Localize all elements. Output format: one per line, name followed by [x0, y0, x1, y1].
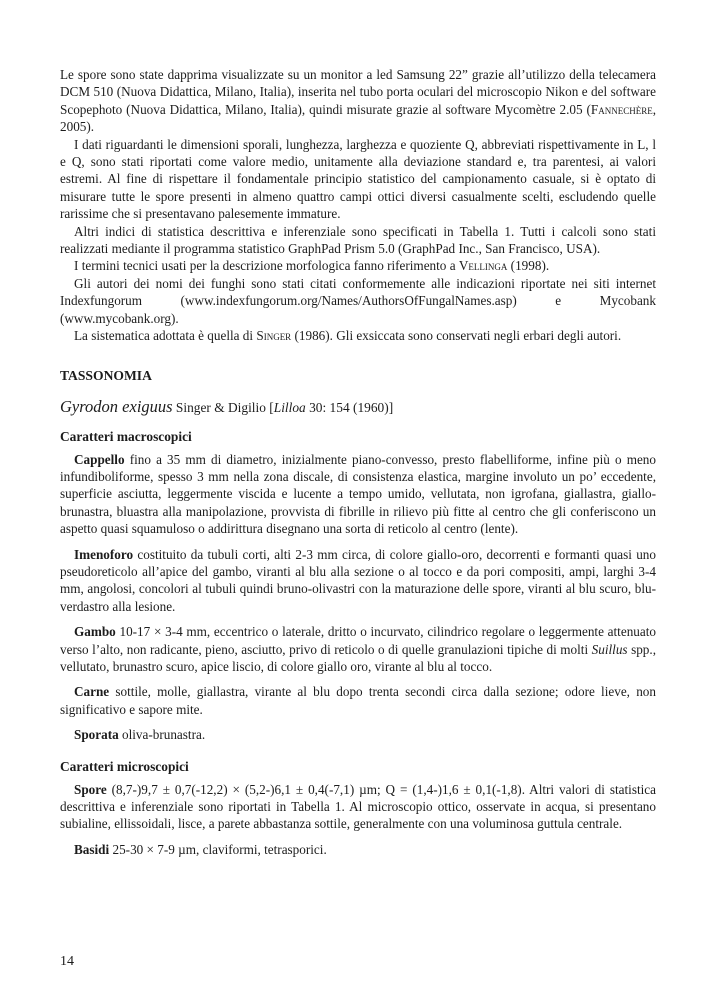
genus-suillus: Suillus — [591, 641, 628, 657]
term-carne: Carne — [74, 684, 110, 700]
methods-paragraph-6: La sistematica adottata è quella di Singer (1986). Gli exsiccata sono conservati negli erbari degli autori. — [74, 328, 622, 344]
methods-paragraph-3: Altri indici di statistica descrittiva e inferenziale sono specificati in Tabella 1. Tutti i calcoli sono stati realizzati mediante il programma statistico GraphPad Prism 5.0 (GraphPad Inc., San Francisco, USA). — [60, 223, 656, 257]
description-sporata: Sporata oliva-brunastra. — [74, 727, 206, 743]
species-ref-journal: Lilloa — [273, 399, 306, 415]
methods-paragraph-1: Le spore sono state dapprima visualizzate su un monitor a led Samsung 22” grazie all’utilizzo della telecamera DCM 510 (Nuova Didattica, Milano, Italia), inserita nel tubo porta oculari del microscopio Nikon e del software Scopephoto (Nuova Didattica, Milano, Italia), quindi misurate grazie al software Mycomètre 2.05 (Fannechère, 2005). — [60, 67, 656, 135]
term-basidi: Basidi — [74, 841, 110, 857]
term-cappello: Cappello — [74, 451, 125, 467]
methods-paragraph-2: I dati riguardanti le dimensioni sporali, lunghezza, larghezza e quoziente Q, abbreviati rispettivamente in L, l e Q, sono stati riportati come valore medio, unitamente alla deviazione standard e, tra parentesi, ai valori estremi. Al fine di rispettare il fondamentale principio statistico del campionamento casuale, si è optato di misurare tutte le spore presenti in almeno quattro campi ottici diversi casualmente scelti, escludendo quelle rarissime che si presentavano palesemente immature. — [60, 136, 656, 222]
species-ref: 30: 154 (1960)] — [305, 399, 394, 415]
subheading-macroscopic: Caratteri macroscopici — [60, 428, 192, 444]
term-gambo: Gambo — [74, 624, 116, 640]
description-spore: Spore (8,7-)9,7 ± 0,7(-12,2) × (5,2-)6,1 ± 0,4(-7,1) µm; Q = (1,4-)1,6 ± 0,1(-1,8). Altri valori di statistica descrittiva e inferenziale sono riportati in Tabella 1. Al microscopio ottico, osservate in acqua, si presentano subialine, ellissoidali, lisce, a parete abbastanza sottile, generalmente con una voluminosa guttula centrale. — [60, 781, 656, 832]
description-basidi: Basidi 25-30 × 7-9 µm, claviformi, tetrasporici. — [74, 841, 327, 857]
description-gambo: Gambo 10-17 × 3-4 mm, eccentrico o laterale, dritto o incurvato, cilindrico regolare o leggermente attenuato verso l’alto, non radicante, pieno, asciutto, privo di reticolo o di quelle granulazioni tipiche di molti Suillus spp., vellutato, brunastro scuro, apice liscio, di colore giallo oro, virante al blu al tocco. — [60, 624, 656, 674]
description-carne: Carne sottile, molle, giallastra, virante al blu dopo trenta secondi circa dalla sezione; odore lieve, non significativo e sapore mite. — [60, 684, 656, 717]
methods-paragraph-4: I termini tecnici usati per la descrizione morfologica fanno riferimento a Vellinga (1998). — [74, 258, 550, 274]
species-title — [60, 396, 656, 418]
term-sporata: Sporata — [74, 727, 119, 743]
term-spore: Spore — [74, 781, 107, 797]
description-imenoforo: Imenoforo costituito da tubuli corti, alti 2-3 mm circa, di colore giallo-oro, decorrenti e formanti quasi uno pseudoreticolo all’apice del gambo, viranti al blu alla sezione o al tocco e da pori compositi, ampi, larghi 3-4 mm, angolosi, concolori al tubuli quindi bruno-olivastri con la maturazione delle spore, viranti al blu scuro, blu-verdastro alla lesione. — [60, 546, 656, 614]
author-citation: Vellinga — [458, 258, 508, 274]
author-citation: Fannechère — [590, 101, 653, 117]
document-page — [60, 66, 656, 858]
term-imenoforo: Imenoforo — [74, 546, 134, 562]
methods-paragraph-5: Gli autori dei nomi dei funghi sono stati citati conformemente alle indicazioni riportate nei siti internet Indexfungorum (www.indexfungorum.org/Names/AuthorsOfFungalNames.asp) e Mycobank (www.mycobank.org). — [60, 275, 656, 326]
author-citation: Singer — [256, 328, 292, 344]
subheading-microscopic: Caratteri microscopici — [60, 758, 189, 774]
section-heading-taxonomy: TASSONOMIA — [60, 367, 152, 383]
description-cappello: Cappello fino a 35 mm di diametro, inizialmente piano-convesso, presto flabelliforme, infine più o meno infundiboliforme, spesso 3 mm nella zona discale, di consistenza elastica, margine involuto un po’ eccedente, superficie asciutta, leggermente viscida e lucente a tempo umido, vellutata, non igrofana, giallastra, giallo-brunastra, bluastra alla manipolazione, provvista di fibrille in rilievo più fitte al centro che gli conferiscono un aspetto quasi squamuloso o addirittura disegnano una sorta di reticolo al centro (lente). — [60, 451, 656, 537]
page-number: 14 — [60, 954, 74, 969]
species-author: Singer & Digilio [ — [172, 399, 274, 415]
species-name: Gyrodon exiguus — [60, 396, 173, 416]
